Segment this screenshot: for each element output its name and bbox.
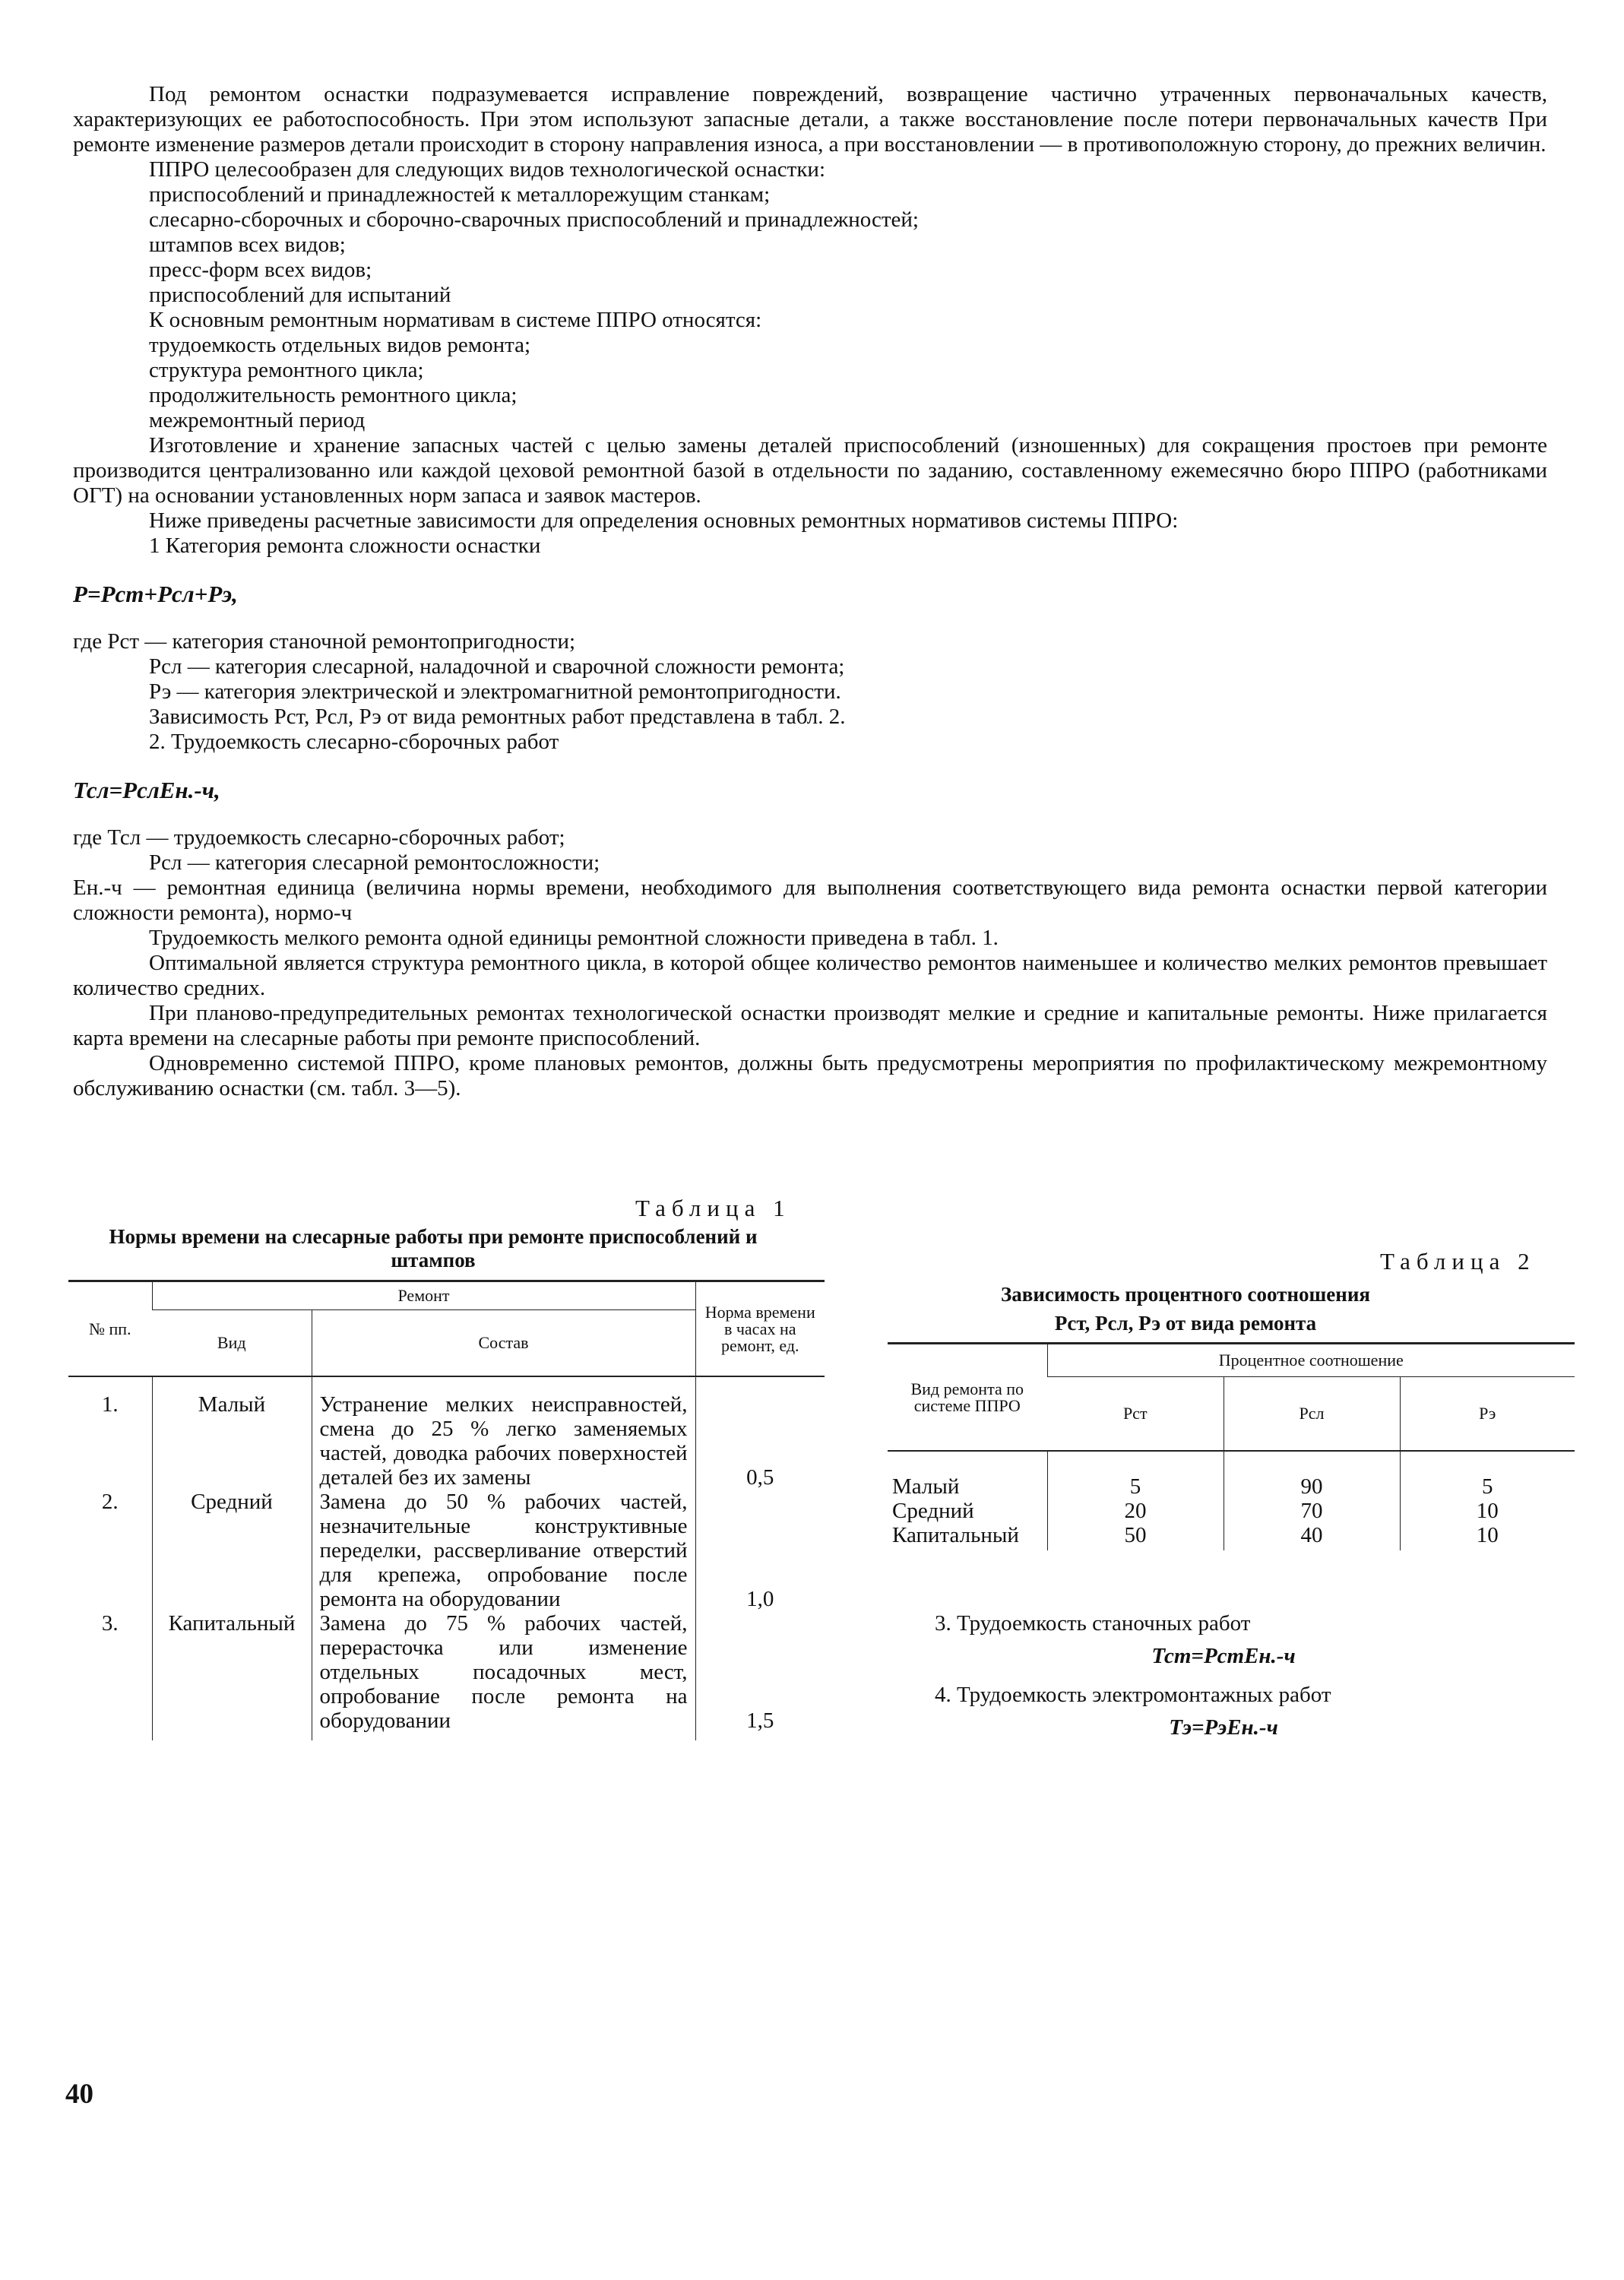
table-cell: Малый	[892, 1474, 960, 1499]
table1-header-norm: Норма времени в часах на ремонт, ед.	[695, 1281, 825, 1377]
definitions	[73, 825, 1547, 926]
list-item: структура ремонтного цикла;	[149, 358, 424, 382]
definition: Ен.-ч — ремонтная единица (величина нормы времени, необходимого для выполнения соответствующего вида ремонта оснастки первой категории сложности ремонта), нормо-ч	[73, 876, 1547, 925]
after-table2-text	[935, 1611, 1512, 1754]
table-cell: 0,5	[695, 1376, 825, 1490]
table-row	[68, 1611, 825, 1740]
table-cell: Капитальный	[152, 1611, 312, 1740]
list-item: межремонтный период	[149, 408, 366, 432]
body-text	[73, 82, 1547, 1101]
list-item: трудоемкость отдельных видов ремонта;	[149, 333, 531, 357]
list-item: продолжительность ремонтного цикла;	[149, 383, 518, 407]
paragraph: Под ремонтом оснастки подразумевается исправление повреждений, возвращение частично утраченных первоначальных качеств, характеризующих ее работоспособность. При этом используют запасные детали, а также восстановление после потери первоначальных качеств При ремонте изменение размеров детали происходит в сторону направления износа, а при восстановлении — в противоположную сторону, до прежних величин.	[73, 82, 1547, 157]
table1-header-composition: Состав	[312, 1310, 695, 1377]
table-cell: Малый	[152, 1376, 312, 1490]
table-cell: Средний	[152, 1490, 312, 1611]
table2-header-pe: Рэ	[1400, 1377, 1575, 1452]
definition: где Тсл — трудоемкость слесарно-сборочных работ;	[73, 825, 565, 850]
table-row	[888, 1499, 1575, 1523]
paragraph: Одновременно системой ППРО, кроме плановых ремонтов, должны быть предусмотрены мероприятия по профилактическому межремонтному обслуживанию оснастки (см. табл. 3—5).	[73, 1051, 1547, 1100]
list-item: пресс-форм всех видов;	[149, 258, 372, 282]
table-cell: 70	[1224, 1499, 1400, 1523]
formula: Тсл=РслЕн.-ч,	[73, 777, 220, 803]
numbered-item: 4. Трудоемкость электромонтажных работ	[935, 1683, 1331, 1707]
table-cell: 1.	[101, 1392, 119, 1417]
definition: Рсл — категория слесарной, наладочной и сварочной сложности ремонта;	[149, 654, 845, 679]
table1	[68, 1280, 825, 1740]
page-number: 40	[65, 2079, 93, 2110]
list-item: приспособлений и принадлежностей к металлорежущим станкам;	[149, 182, 771, 207]
table-cell: 10	[1400, 1499, 1575, 1523]
table-cell: Замена до 50 % рабочих частей, незначительные конструктивные переделки, рассверливание отверстий для крепежа, опробование после ремонта на оборудовании	[312, 1490, 695, 1611]
table2	[888, 1342, 1575, 1550]
table2-header-pst: Рст	[1047, 1377, 1224, 1452]
paragraph: Изготовление и хранение запасных частей с целью замены деталей приспособлений (изношенных) для сокращения простоев при ремонте производится централизованно или каждой цеховой ремонтной базой в отдельности по заданию, составленному ежемесячно бюро ППРО (работниками ОГТ) на основании установленных норм запаса и заявок мастеров.	[73, 433, 1547, 508]
table-cell: 40	[1224, 1523, 1400, 1550]
table2-header-psl: Рсл	[1224, 1377, 1400, 1452]
table-row	[888, 1451, 1575, 1499]
table-cell: 1,5	[695, 1611, 825, 1740]
table-cell: Средний	[892, 1499, 974, 1523]
formula: Тст=РстЕн.-ч	[1151, 1644, 1296, 1668]
table-cell: Устранение мелких неисправностей, смена до 25 % легко заменяемых частей, доводка рабочих поверхностей деталей без их замены	[312, 1376, 695, 1490]
numbered-item: 1 Категория ремонта сложности оснастки	[149, 534, 541, 558]
table1-header-kind: Вид	[152, 1310, 312, 1377]
paragraph: Зависимость Рст, Рсл, Рэ от вида ремонтных работ представлена в табл. 2.	[149, 705, 846, 729]
formula: Тэ=РэЕн.-ч	[1169, 1715, 1278, 1740]
table2-title-line: Зависимость процентного соотношения	[1000, 1283, 1370, 1306]
definition: где Рст — категория станочной ремонтопригодности;	[73, 629, 576, 654]
table-cell: 2.	[101, 1490, 119, 1514]
list-item: приспособлений для испытаний	[149, 283, 451, 307]
table-cell: Капитальный	[892, 1523, 1019, 1547]
table2-header-percent: Процентное соотношение	[1047, 1344, 1575, 1377]
definition: Рсл — категория слесарной ремонтосложности;	[149, 850, 600, 875]
table-cell: 1,0	[695, 1490, 825, 1611]
table2-label: Таблица 2	[1380, 1248, 1536, 1275]
table-row	[68, 1490, 825, 1611]
table-row	[68, 1376, 825, 1490]
numbered-item: 2. Трудоемкость слесарно-сборочных работ	[149, 730, 559, 754]
table-cell: Замена до 75 % рабочих частей, перерасточка или изменение отдельных посадочных мест, опробование после ремонта на оборудовании	[312, 1611, 695, 1740]
table1-title: Нормы времени на слесарные работы при ремонте приспособлений и штампов	[109, 1225, 758, 1271]
table-cell: 5	[1047, 1451, 1224, 1499]
table-cell: 20	[1047, 1499, 1224, 1523]
list-item: слесарно-сборочных и сборочно-сварочных приспособлений и принадлежностей;	[149, 207, 919, 232]
numbered-item: 3. Трудоемкость станочных работ	[935, 1611, 1251, 1636]
definition: Рэ — категория электрической и электромагнитной ремонтопригодности.	[149, 679, 841, 704]
table-cell: 90	[1224, 1451, 1400, 1499]
table1-header-num: № пп.	[68, 1281, 152, 1377]
table-row	[888, 1523, 1575, 1550]
paragraph: К основным ремонтным нормативам в системе ППРО относятся:	[149, 308, 762, 332]
definitions	[73, 629, 1547, 705]
table1-header-repair: Ремонт	[152, 1281, 695, 1310]
paragraph: Оптимальной является структура ремонтного цикла, в которой общее количество ремонтов наименьшее и количество мелких ремонтов превышает количество средних.	[73, 951, 1547, 1000]
formula: Р=Рст+Рсл+Рэ,	[73, 581, 238, 607]
table-cell: 3.	[101, 1611, 119, 1636]
table2-title	[897, 1280, 1474, 1338]
list-item: штампов всех видов;	[149, 233, 346, 257]
table2-header-kind: Вид ремонта по системе ППРО	[888, 1344, 1047, 1452]
table-cell: 5	[1400, 1451, 1575, 1499]
paragraph: При планово-предупредительных ремонтах технологической оснастки производят мелкие и средние и капитальные ремонты. Ниже прилагается карта времени на слесарные работы при ремонте приспособлений.	[73, 1001, 1547, 1050]
table2-title-line: Рст, Рсл, Рэ от вида ремонта	[1054, 1312, 1317, 1335]
paragraph: Ниже приведены расчетные зависимости для определения основных ремонтных нормативов системы ППРО:	[149, 508, 1179, 533]
table-cell: 50	[1047, 1523, 1224, 1550]
paragraph: ППРО целесообразен для следующих видов технологической оснастки:	[149, 157, 826, 182]
table1-label: Таблица 1	[635, 1195, 791, 1221]
paragraph: Трудоемкость мелкого ремонта одной единицы ремонтной сложности приведена в табл. 1.	[149, 926, 999, 950]
table-cell: 10	[1400, 1523, 1575, 1550]
